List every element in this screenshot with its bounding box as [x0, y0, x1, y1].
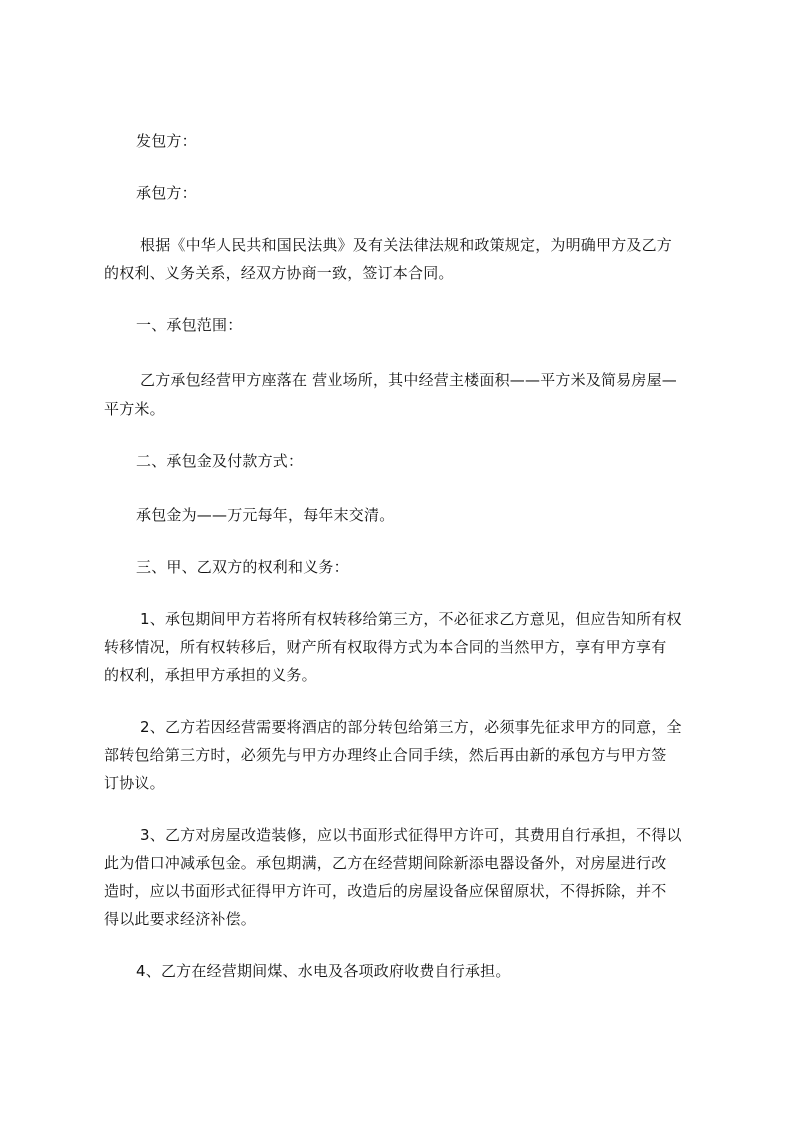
item-1-line-1: 1、承包期间甲方若将所有权转移给第三方，不必征求乙方意见，但应告知所有权 — [140, 610, 682, 628]
contractor-label: 承包方： — [136, 184, 197, 202]
section-2-heading: 二、承包金及付款方式： — [136, 452, 304, 470]
section-3-heading: 三、甲、乙双方的权利和义务： — [136, 558, 349, 576]
item-2-line-1: 2、乙方若因经营需要将酒店的部分转包给第三方，必须事先征求甲方的同意，全 — [140, 718, 682, 736]
item-3-line-1: 3、乙方对房屋改造装修，应以书面形式征得甲方许可，其费用自行承担，不得以 — [140, 826, 682, 844]
item-3-line-4: 得以此要求经济补偿。 — [104, 910, 257, 928]
item-1-line-2: 转移情况，所有权转移后，财产所有权取得方式为本合同的当然甲方，享有甲方享有 — [104, 638, 667, 656]
preamble-line-2: 的权利、义务关系，经双方协商一致，签订本合同。 — [104, 264, 454, 282]
item-3-line-3: 造时，应以书面形式征得甲方许可，改造后的房屋设备应保留原状，不得拆除，并不 — [104, 882, 667, 900]
item-2-line-2: 部转包给第三方时，必须先与甲方办理终止合同手续，然后再由新的承包方与甲方签 — [104, 746, 667, 764]
section-1-line-2: 平方米。 — [104, 400, 165, 418]
employer-label: 发包方： — [136, 132, 197, 150]
item-2-line-3: 订协议。 — [104, 774, 165, 792]
item-4-line-1: 4、乙方在经营期间煤、水电及各项政府收费自行承担。 — [136, 962, 511, 980]
section-1-line-1: 乙方承包经营甲方座落在 营业场所，其中经营主楼面积——平方米及简易房屋— — [140, 371, 677, 389]
item-3-line-2: 此为借口冲减承包金。承包期满，乙方在经营期间除新添电器设备外，对房屋进行改 — [104, 854, 667, 872]
preamble-line-1: 根据《中华人民共和国民法典》及有关法律法规和政策规定，为明确甲方及乙方 — [140, 236, 673, 254]
section-2-line-1: 承包金为——万元每年，每年末交清。 — [136, 506, 395, 524]
item-1-line-3: 的权利，承担甲方承担的义务。 — [104, 666, 317, 684]
section-1-heading: 一、承包范围： — [136, 316, 243, 334]
